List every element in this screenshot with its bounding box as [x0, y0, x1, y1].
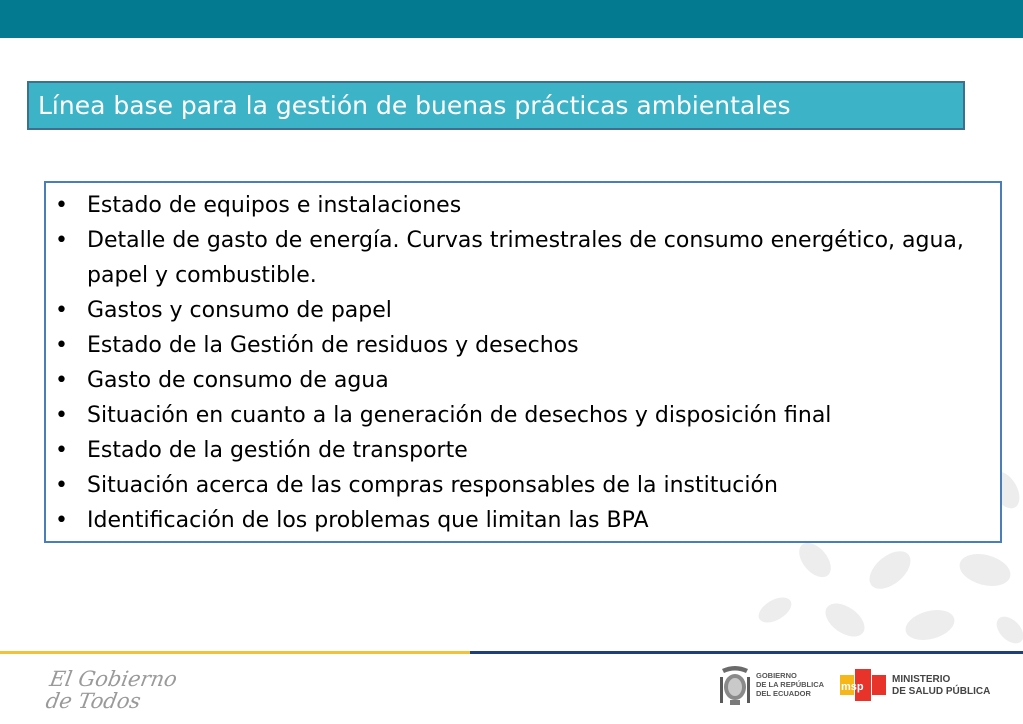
- bullet-icon: •: [55, 333, 68, 358]
- gobierno-slogan-logo: El Gobierno de Todos: [43, 667, 179, 713]
- bullet-icon: •: [55, 473, 68, 498]
- bullet-list: [46, 183, 1000, 538]
- bullet-icon: •: [55, 508, 68, 533]
- slide-title: Línea base para la gestión de buenas prácticas ambientales: [38, 91, 791, 120]
- coat-of-arms-icon: [716, 665, 754, 707]
- list-item: • Gastos y consumo de papel: [46, 293, 967, 328]
- list-item: • Situación acerca de las compras responsables de la institución: [46, 468, 967, 503]
- gobierno-ecuador-logo: [716, 665, 828, 709]
- list-item: • Gasto de consumo de agua: [46, 363, 967, 398]
- bullet-icon: •: [55, 438, 68, 463]
- bullet-icon: •: [55, 193, 68, 218]
- gov-logo-text: GOBIERNO DE LA REPÚBLICA DEL ECUADOR: [756, 671, 825, 698]
- msp-abbr: msp: [841, 681, 864, 693]
- bullet-icon: •: [55, 368, 68, 393]
- list-item: • Detalle de gasto de energía. Curvas trimestrales de consumo energético, agua, papel y combustible.: [46, 223, 967, 293]
- bullet-list-box: [44, 181, 1002, 543]
- footer-stripe-navy: [470, 651, 1023, 654]
- title-banner: [27, 81, 965, 130]
- bullet-icon: •: [55, 228, 68, 253]
- bullet-icon: •: [55, 298, 68, 323]
- list-item: • Estado de equipos e instalaciones: [46, 188, 967, 223]
- ministerio-salud-logo: [840, 665, 990, 709]
- top-bar: [0, 0, 1023, 38]
- footer-stripe-gold: [0, 651, 470, 654]
- msp-icon: [840, 669, 886, 701]
- list-item: • Identificación de los problemas que limitan las BPA: [46, 503, 967, 538]
- bullet-icon: •: [55, 403, 68, 428]
- list-item: • Estado de la gestión de transporte: [46, 433, 967, 468]
- msp-logo-text: MINISTERIO DE SALUD PÚBLICA: [892, 674, 991, 697]
- list-item: • Situación en cuanto a la generación de desechos y disposición final: [46, 398, 967, 433]
- list-item: • Estado de la Gestión de residuos y desechos: [46, 328, 967, 363]
